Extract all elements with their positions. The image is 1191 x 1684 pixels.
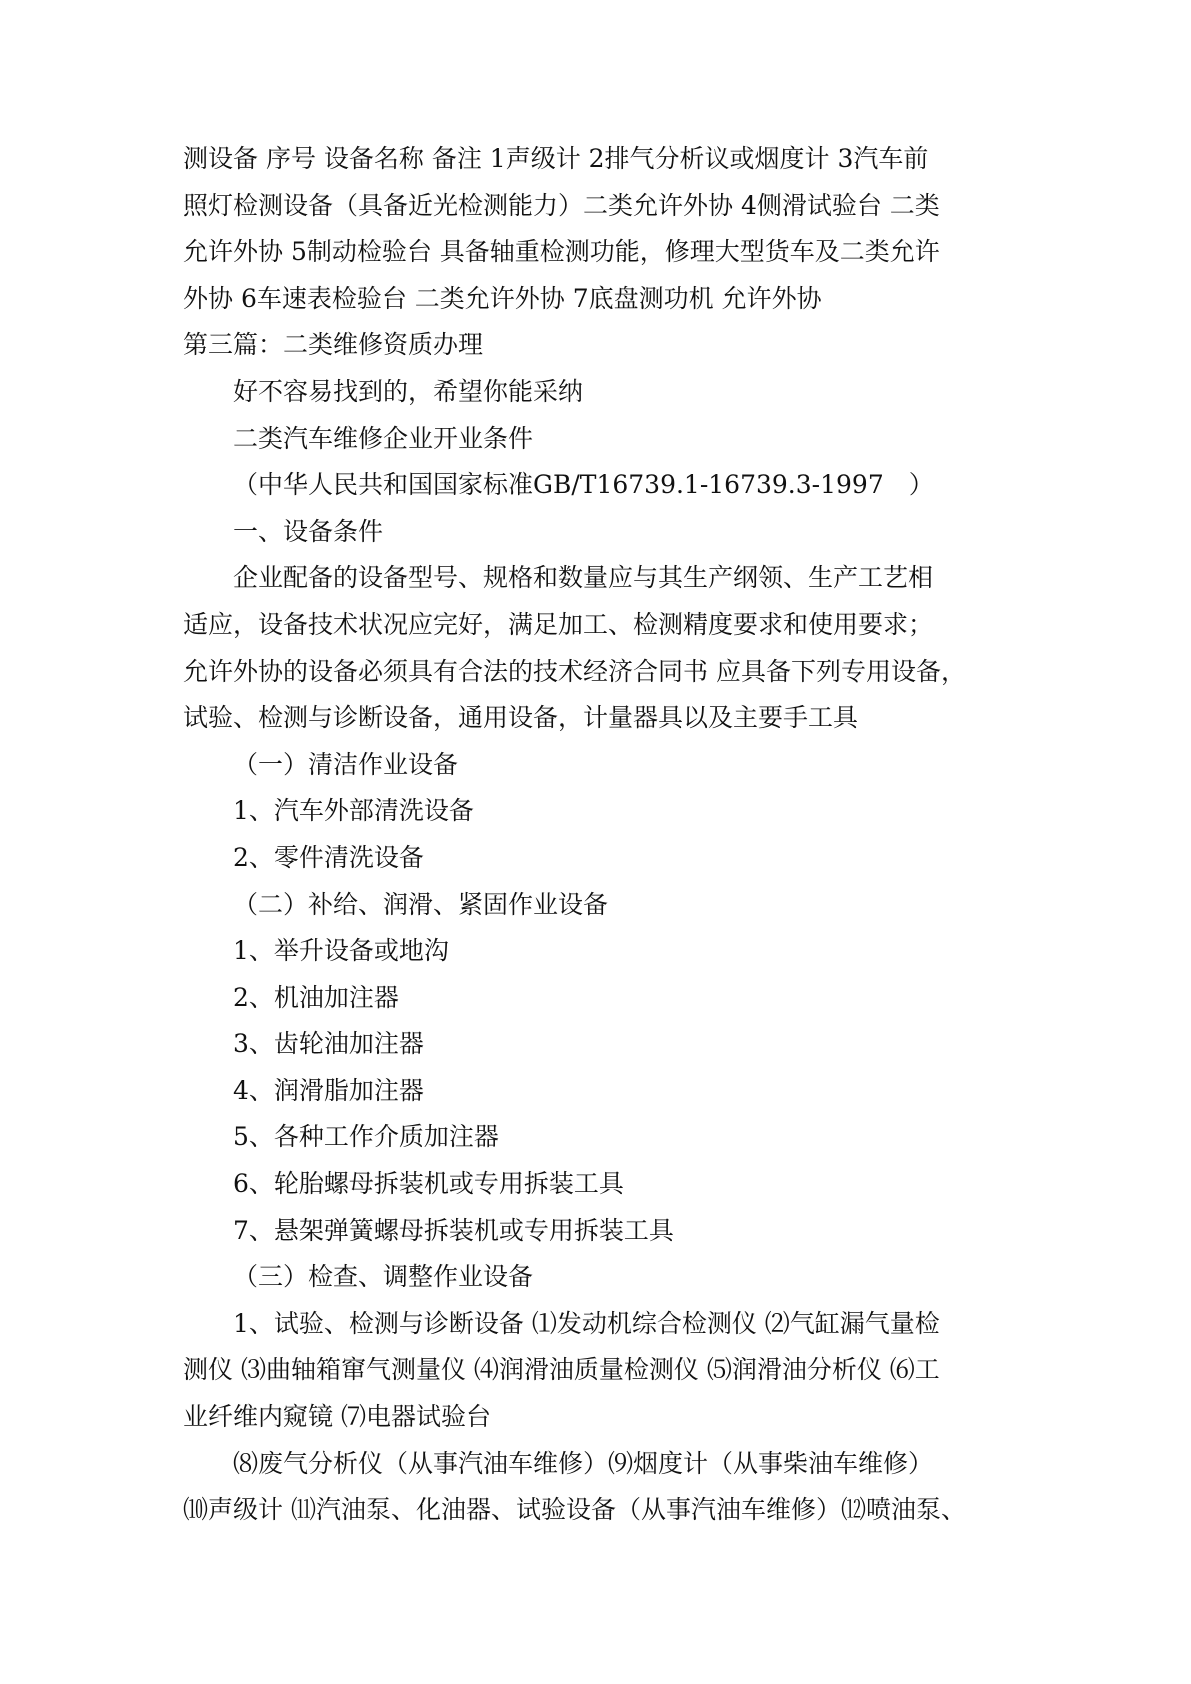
- text-line: 企业配备的设备型号、规格和数量应与其生产纲领、生产工艺相: [233, 563, 934, 593]
- text-line: 二类汽车维修企业开业条件: [233, 423, 534, 453]
- text-line: ⑽声级计 ⑾汽油泵、化油器、试验设备（从事汽油车维修）⑿喷油泵、: [183, 1495, 966, 1525]
- text-line: （一）清洁作业设备: [233, 749, 459, 779]
- text-line: 5、各种工作介质加注器: [233, 1122, 499, 1152]
- text-line: （中华人民共和国国家标准GB/T16739.1-16739.3-1997 ）: [233, 470, 934, 500]
- text-line: 适应，设备技术状况应完好，满足加工、检测精度要求和使用要求；: [183, 609, 934, 639]
- text-line: 2、机油加注器: [233, 982, 399, 1012]
- text-line: 4、润滑脂加注器: [233, 1075, 424, 1105]
- text-line: （三）检查、调整作业设备: [233, 1262, 534, 1292]
- text-line: 试验、检测与诊断设备，通用设备，计量器具以及主要手工具: [183, 703, 859, 733]
- text-line: 6、轮胎螺母拆装机或专用拆装工具: [233, 1169, 624, 1199]
- text-line: 照灯检测设备（具备近光检测能力）二类允许外协 4侧滑试验台 二类: [183, 190, 940, 220]
- text-line: 允许外协 5制动检验台 具备轴重检测功能，修理大型货车及二类允许: [183, 237, 940, 267]
- text-line: 一、设备条件: [233, 516, 384, 546]
- text-line: 1、汽车外部清洗设备: [233, 796, 474, 826]
- text-line: 测设备 序号 设备名称 备注 1声级计 2排气分析议或烟度计 3汽车前: [183, 144, 929, 173]
- text-line: 测仪 ⑶曲轴箱窜气测量仪 ⑷润滑油质量检测仪 ⑸润滑油分析仪 ⑹工: [183, 1355, 940, 1385]
- text-line: 2、零件清洗设备: [233, 842, 424, 872]
- text-line: 1、试验、检测与诊断设备 ⑴发动机综合检测仪 ⑵气缸漏气量检: [233, 1308, 940, 1338]
- text-line: 7、悬架弹簧螺母拆装机或专用拆装工具: [233, 1215, 674, 1245]
- text-line: 业纤维内窥镜 ⑺电器试验台: [183, 1402, 491, 1432]
- document-body: [183, 136, 1033, 1534]
- text-line: 外协 6车速表检验台 二类允许外协 7底盘测功机 允许外协: [183, 283, 822, 313]
- text-line: 好不容易找到的，希望你能采纳: [233, 376, 584, 406]
- text-line: 3、齿轮油加注器: [233, 1029, 424, 1059]
- text-line: （二）补给、润滑、紧固作业设备: [233, 889, 609, 919]
- text-line: ⑻废气分析仪（从事汽油车维修）⑼烟度计（从事柴油车维修）: [233, 1448, 934, 1478]
- text-line: 允许外协的设备必须具有合法的技术经济合同书 应具备下列专用设备，: [183, 656, 966, 686]
- text-line: 第三篇：二类维修资质办理: [183, 330, 484, 360]
- text-line: 1、举升设备或地沟: [233, 936, 449, 966]
